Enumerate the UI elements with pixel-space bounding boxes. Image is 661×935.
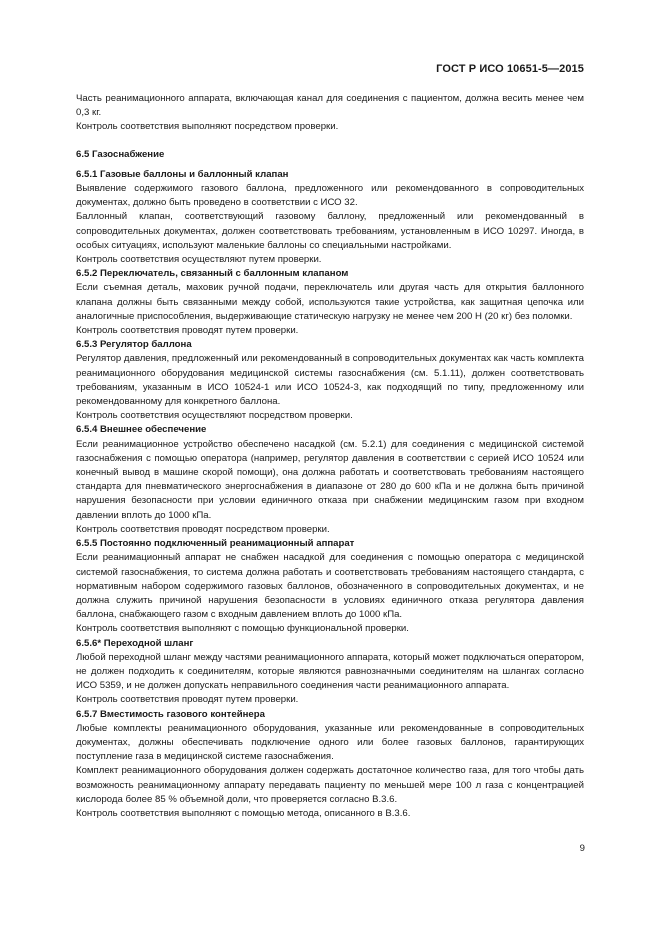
- paragraph: Контроль соответствия проводят путем проверки.: [76, 325, 299, 337]
- subsection-heading: 6.5.1 Газовые баллоны и баллонный клапан: [76, 168, 289, 180]
- document-id: ГОСТ Р ИСО 10651-5—2015: [436, 63, 584, 75]
- paragraph: Любые комплекты реанимационного оборудования, указанные или рекомендованные в сопроводительных документах, должны обеспечивать подключение одного или более газовых баллонов, гарантирующих поступление газа в медицинской системе газоснабжения.: [76, 722, 584, 763]
- section-heading: 6.5 Газоснабжение: [76, 148, 165, 160]
- subsection-heading: 6.5.2 Переключатель, связанный с баллонным клапаном: [76, 268, 349, 280]
- paragraph: Если съемная деталь, маховик ручной подачи, переключатель или другая часть для открытия баллонного клапана должны быть связанными между собой, используются такие устройства, как защитная цепочка или аналогичные приспособления, выдерживающие статическую нагрузку не менее чем 200 Н (20 кг) без поломки.: [76, 282, 584, 322]
- paragraph: Контроль соответствия выполняют с помощью функциональной проверки.: [76, 623, 409, 635]
- subsection-heading: 6.5.3 Регулятор баллона: [76, 339, 192, 351]
- paragraph: Баллонный клапан, соответствующий газовому баллону, предложенный или рекомендованный в сопроводительных документах, должен соответствовать требованиям, установленным в ИСО 10297. Иногда, в особых ситуациях, используют маленькие баллоны со специальными настройками.: [76, 211, 584, 251]
- paragraph: Контроль соответствия проводят путем проверки.: [76, 694, 299, 706]
- paragraph: Выявление содержимого газового баллона, предложенного или рекомендованного в сопроводительных документах, должно быть проведено в соответствии с ИСО 32.: [76, 183, 584, 209]
- paragraph: Контроль соответствия осуществляют путем проверки.: [76, 254, 322, 266]
- page-body: [76, 92, 584, 821]
- subsection-heading: 6.5.6* Переходной шланг: [76, 637, 194, 649]
- paragraph: Комплект реанимационного оборудования должен содержать достаточное количество газа, для того чтобы дать возможность реанимационному аппарату передавать пациенту по меньшей мере 100 л газа с концентрацией кислорода более 85 % объемной доли, что проверяется согласно В.3.6.: [76, 765, 584, 805]
- paragraph: Часть реанимационного аппарата, включающая канал для соединения с пациентом, должна весить менее чем 0,3 кг.: [76, 93, 584, 119]
- page-number: 9: [579, 843, 585, 854]
- paragraph: Регулятор давления, предложенный или рекомендованный в сопроводительных документах как часть комплекта реанимационного оборудования медицинской системы газоснабжения (см. 5.1.11), должен соответствовать требованиям, указанным в ИСО 10524-1 или ИСО 10524-3, как подходящий по типу, предложенному или рекомендованному для конкретного баллона.: [76, 353, 584, 408]
- paragraph: Контроль соответствия осуществляют посредством проверки.: [76, 410, 353, 422]
- paragraph: Любой переходной шланг между частями реанимационного аппарата, который может подключаться оператором, не должен подходить к соединителям, которые являются равнозначными соединителям на шлангах согласно ИСО 5359, и не должен допускать неправильного соединения части реанимационного аппарата.: [76, 651, 584, 692]
- paragraph: Контроль соответствия выполняют посредством проверки.: [76, 121, 339, 133]
- paragraph: Контроль соответствия выполняют с помощью метода, описанного в В.3.6.: [76, 807, 411, 819]
- paragraph: Если реанимационный аппарат не снабжен насадкой для соединения с помощью оператора с медицинской системой газоснабжения, то система должна работать и соответствовать требованиям настоящего стандарта, с нормативным набором содержимого газовых баллонов, обозначенного в сопроводительных документах, и не должна служить причиной нарушения безопасности в условиях единичного отказа регулятора давления баллона, снабжающего газом с входным давлением вплоть до 1000 кПа.: [76, 552, 584, 621]
- paragraph: Контроль соответствия проводят посредством проверки.: [76, 523, 330, 535]
- subsection-heading: 6.5.5 Постоянно подключенный реанимационный аппарат: [76, 538, 355, 550]
- paragraph: Если реанимационное устройство обеспечено насадкой (см. 5.2.1) для соединения с медицинской системой газоснабжения с помощью оператора (например, регулятор давления в соответствии с серией ИСО 10524 или конечный вывод в машине скорой помощи), она должна работать и соответствовать требованиям настоящего стандарта для пневматического энергоснабжения в диапазоне от 280 до 600 кПа и не должна быть причиной нарушения безопасности при условии единичного отказа при снабжении медицинским газом при входном давлении вплоть до 1000 кПа.: [76, 438, 584, 521]
- subsection-heading: 6.5.4 Внешнее обеспечение: [76, 424, 207, 436]
- subsection-heading: 6.5.7 Вместимость газового контейнера: [76, 708, 265, 720]
